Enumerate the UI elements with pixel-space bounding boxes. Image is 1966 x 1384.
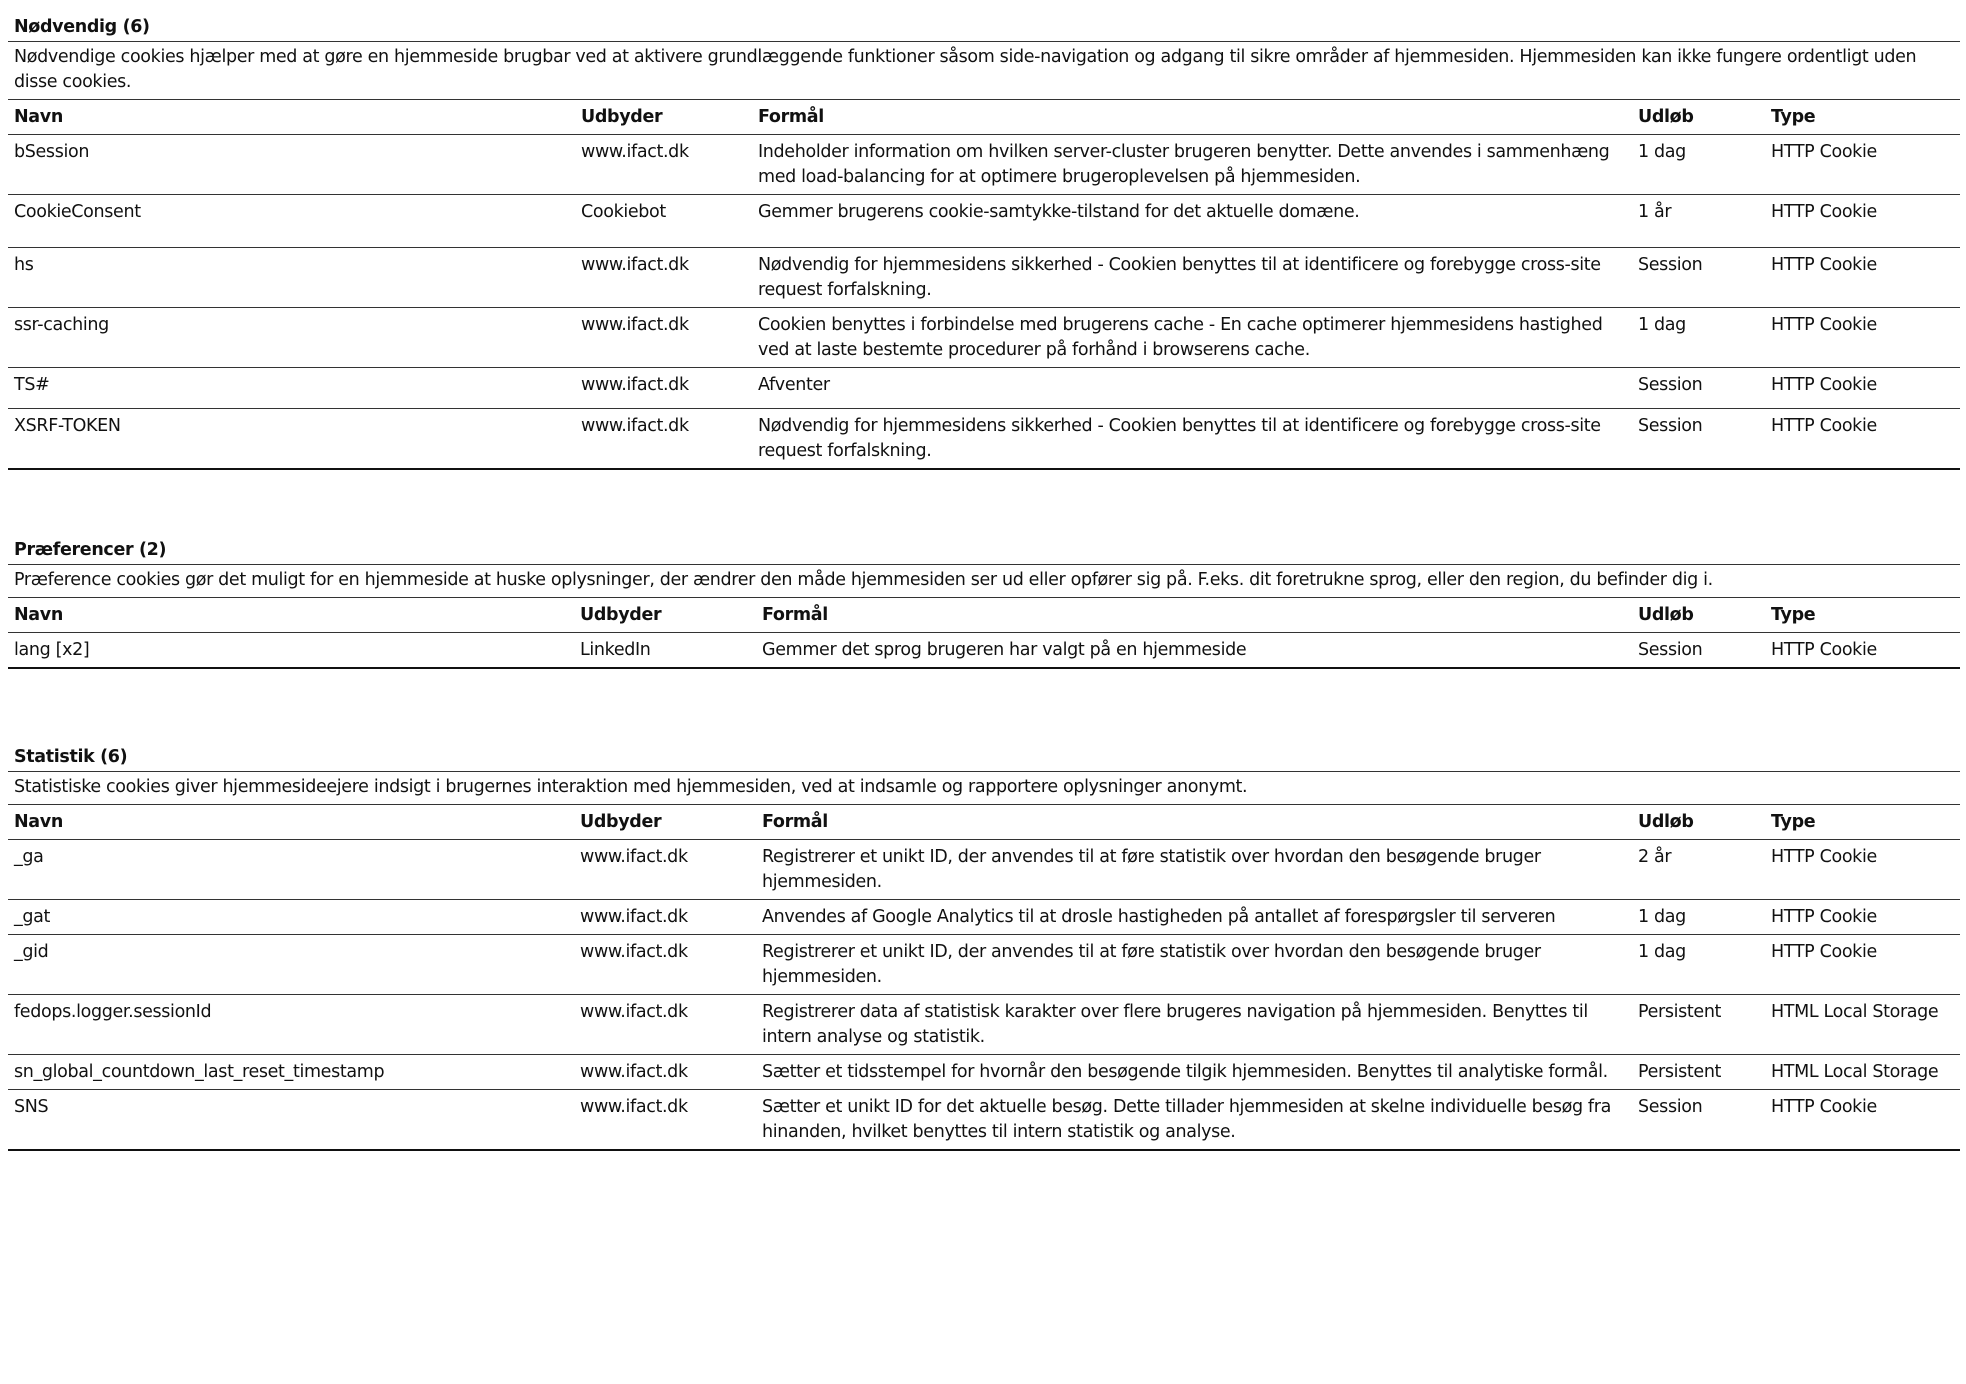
cookie-type: HTTP Cookie [1765,409,1960,470]
table-row [8,368,1960,409]
cookie-purpose: Sætter et unikt ID for det aktuelle besøg. Dette tillader hjemmesiden at skelne individuelle besøg fra hinanden, hvilket benyttes til intern statistik og analyse. [756,1090,1632,1151]
section-description: Præference cookies gør det muligt for en hjemmeside at huske oplysninger, der ændrer den måde hjemmesiden ser ud eller opfører sig på. F.eks. dit foretrukne sprog, eller den region, du befinder dig i. [8,565,1960,598]
cookie-provider: www.ifact.dk [575,368,752,409]
cookie-purpose: Anvendes af Google Analytics til at drosle hastigheden på antallet af forespørgsler til serveren [756,900,1632,935]
cookie-type: HTML Local Storage [1765,995,1960,1055]
table-header-row [8,100,1960,135]
cookie-provider: Cookiebot [575,195,752,248]
cookie-table [8,805,1960,1151]
header-expiry: Udløb [1632,100,1765,135]
cookie-type: HTTP Cookie [1765,195,1960,248]
cookie-name: _gid [8,935,574,995]
cookie-provider: www.ifact.dk [575,135,752,195]
section-title: Statistik (6) [8,742,1960,772]
cookie-expiry: Session [1632,633,1765,669]
cookie-provider: www.ifact.dk [574,1055,756,1090]
cookie-table [8,598,1960,669]
cookie-provider: LinkedIn [574,633,756,669]
cookie-type: HTTP Cookie [1765,935,1960,995]
cookie-provider: www.ifact.dk [574,1090,756,1151]
cookie-table [8,100,1960,470]
section-description: Nødvendige cookies hjælper med at gøre en hjemmeside brugbar ved at aktivere grundlæggende funktioner såsom side-navigation og adgang til sikre områder af hjemmesiden. Hjemmesiden kan ikke fungere ordentligt uden disse cookies. [8,42,1960,100]
cookie-purpose: Afventer [752,368,1632,409]
cookie-purpose: Gemmer brugerens cookie-samtykke-tilstand for det aktuelle domæne. [752,195,1632,248]
header-provider: Udbyder [575,100,752,135]
section-title: Nødvendig (6) [8,12,1960,42]
cookie-type: HTTP Cookie [1765,135,1960,195]
table-row [8,135,1960,195]
cookie-expiry: Persistent [1632,995,1765,1055]
cookie-expiry: Session [1632,409,1765,470]
cookie-type: HTTP Cookie [1765,840,1960,900]
header-purpose: Formål [756,598,1632,633]
table-row [8,840,1960,900]
cookie-type: HTTP Cookie [1765,248,1960,308]
header-type: Type [1765,598,1960,633]
cookie-type: HTTP Cookie [1765,633,1960,669]
cookie-expiry: Session [1632,1090,1765,1151]
cookie-type: HTML Local Storage [1765,1055,1960,1090]
cookie-expiry: 1 dag [1632,900,1765,935]
cookie-purpose: Cookien benyttes i forbindelse med brugerens cache - En cache optimerer hjemmesidens hastighed ved at laste bestemte procedurer på forhånd i browserens cache. [752,308,1632,368]
header-expiry: Udløb [1632,805,1765,840]
cookie-name: fedops.logger.sessionId [8,995,574,1055]
table-header-row [8,805,1960,840]
header-name: Navn [8,805,574,840]
cookie-purpose: Registrerer et unikt ID, der anvendes til at føre statistik over hvordan den besøgende bruger hjemmesiden. [756,935,1632,995]
cookie-purpose: Gemmer det sprog brugeren har valgt på en hjemmeside [756,633,1632,669]
cookie-name: bSession [8,135,575,195]
cookie-type: HTTP Cookie [1765,1090,1960,1151]
header-purpose: Formål [756,805,1632,840]
cookie-provider: www.ifact.dk [574,900,756,935]
cookie-expiry: Session [1632,248,1765,308]
header-name: Navn [8,598,574,633]
cookie-name: TS# [8,368,575,409]
cookie-name: CookieConsent [8,195,575,248]
cookie-expiry: Persistent [1632,1055,1765,1090]
cookie-provider: www.ifact.dk [574,995,756,1055]
header-provider: Udbyder [574,805,756,840]
cookie-expiry: 2 år [1632,840,1765,900]
cookie-purpose: Sætter et tidsstempel for hvornår den besøgende tilgik hjemmesiden. Benyttes til analytiske formål. [756,1055,1632,1090]
table-row [8,633,1960,669]
cookie-purpose: Nødvendig for hjemmesidens sikkerhed - Cookien benyttes til at identificere og forebygge cross-site request forfalskning. [752,409,1632,470]
cookie-purpose: Nødvendig for hjemmesidens sikkerhed - Cookien benyttes til at identificere og forebygge cross-site request forfalskning. [752,248,1632,308]
header-name: Navn [8,100,575,135]
table-row [8,935,1960,995]
header-type: Type [1765,805,1960,840]
table-row [8,1055,1960,1090]
cookie-provider: www.ifact.dk [575,308,752,368]
table-row [8,308,1960,368]
cookie-expiry: 1 år [1632,195,1765,248]
table-row [8,195,1960,248]
header-purpose: Formål [752,100,1632,135]
cookie-name: lang [x2] [8,633,574,669]
section-necessary [8,12,1960,470]
cookie-provider: www.ifact.dk [575,248,752,308]
table-header-row [8,598,1960,633]
cookie-name: SNS [8,1090,574,1151]
cookie-type: HTTP Cookie [1765,900,1960,935]
cookie-provider: www.ifact.dk [574,840,756,900]
header-expiry: Udløb [1632,598,1765,633]
cookie-name: sn_global_countdown_last_reset_timestamp [8,1055,574,1090]
cookie-name: hs [8,248,575,308]
cookie-name: _gat [8,900,574,935]
cookie-purpose: Registrerer et unikt ID, der anvendes til at føre statistik over hvordan den besøgende bruger hjemmesiden. [756,840,1632,900]
cookie-purpose: Registrerer data af statistisk karakter over flere brugeres navigation på hjemmesiden. Benyttes til intern analyse og statistik. [756,995,1632,1055]
table-row [8,1090,1960,1151]
cookie-type: HTTP Cookie [1765,368,1960,409]
cookie-name: _ga [8,840,574,900]
cookie-name: XSRF-TOKEN [8,409,575,470]
cookie-provider: www.ifact.dk [575,409,752,470]
table-row [8,409,1960,470]
header-provider: Udbyder [574,598,756,633]
table-row [8,900,1960,935]
cookie-name: ssr-caching [8,308,575,368]
section-preferences [8,535,1960,669]
cookie-expiry: 1 dag [1632,935,1765,995]
header-type: Type [1765,100,1960,135]
cookie-purpose: Indeholder information om hvilken server-cluster brugeren benytter. Dette anvendes i sammenhæng med load-balancing for at optimere brugeroplevelsen på hjemmesiden. [752,135,1632,195]
section-description: Statistiske cookies giver hjemmesideejere indsigt i brugernes interaktion med hjemmesiden, ved at indsamle og rapportere oplysninger anonymt. [8,772,1960,805]
cookie-provider: www.ifact.dk [574,935,756,995]
cookie-expiry: 1 dag [1632,135,1765,195]
cookie-type: HTTP Cookie [1765,308,1960,368]
section-title: Præferencer (2) [8,535,1960,565]
section-statistics [8,742,1960,1151]
table-row [8,995,1960,1055]
table-row [8,248,1960,308]
cookie-expiry: 1 dag [1632,308,1765,368]
cookie-expiry: Session [1632,368,1765,409]
